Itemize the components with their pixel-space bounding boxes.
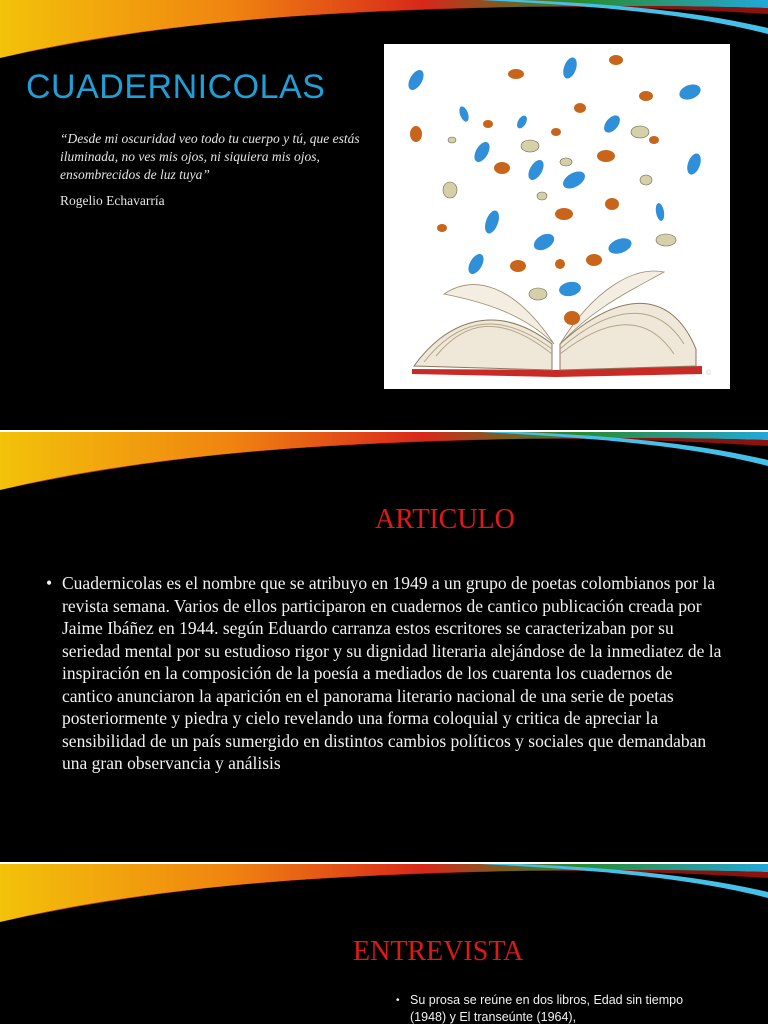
- slide-entrevista: [0, 864, 768, 1024]
- slide-title: CUADERNICOLAS: [26, 68, 326, 106]
- svg-text:©: ©: [706, 370, 712, 377]
- interview-text-block: [396, 992, 716, 1024]
- slide-cuadernicolas: [0, 0, 768, 432]
- slide-articulo: [0, 432, 768, 864]
- bullet-marker: •: [396, 995, 400, 1006]
- bullet-marker: •: [46, 573, 53, 593]
- article-text-block: [46, 572, 726, 775]
- book-butterflies-image: [384, 44, 730, 389]
- quote-author: Rogelio Echavarría: [60, 193, 165, 208]
- poem-quote: “Desde mi oscuridad veo todo tu cuerpo y tú, que estás iluminada, no ves mis ojos, ni siquiera mis ojos, ensombrecidos de luz tuya”: [60, 131, 360, 182]
- section-heading: ARTICULO: [375, 504, 515, 535]
- interview-paragraph: Su prosa se reúne en dos libros, Edad sin tiempo (1948) y El transeúnte (1964),: [410, 993, 684, 1024]
- section-heading: ENTREVISTA: [353, 936, 524, 967]
- article-paragraph: Cuadernicolas es el nombre que se atribuyo en 1949 a un grupo de poetas colombianos por la revista semana. Varios de ellos participaron en cuadernos de cantico publicación creada por Jaime Ibáñez en 1944. según Eduardo carranza estos escritores se caracterizaban por su seriedad mental por su estudioso rigor y su dignidad literaria alejándose de la inmediatez de la inspiración en la composición de la poesía a mediados de los cuarenta los cuadernos de cantico anunciaron la aparición en el panorama literario nacional de una serie de poetas posteriormente y piedra y cielo revelando una forma coloquial y critica de apreciar la sensibilidad de un país sumergido en distintos cambios políticos y sociales que demandaban una gran observancia y análisis: [62, 573, 722, 773]
